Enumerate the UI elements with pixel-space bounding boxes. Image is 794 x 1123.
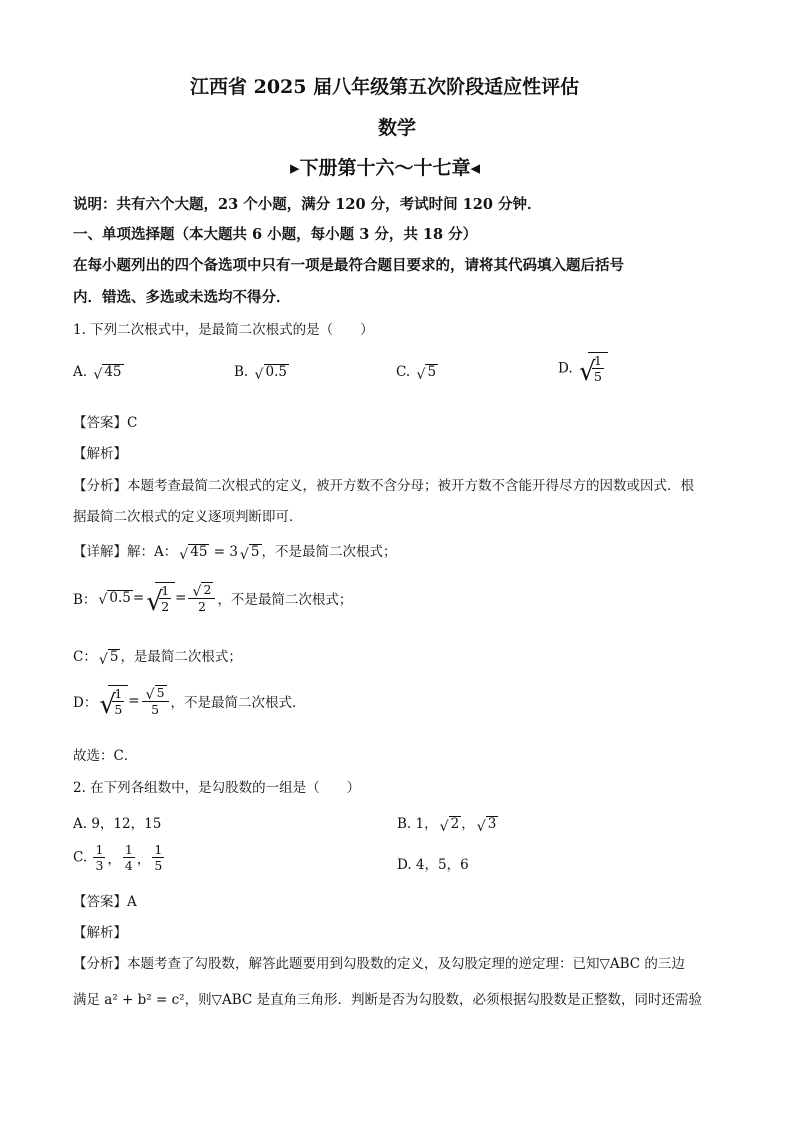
- detail-b-tail: ，不是最简二次根式；: [217, 592, 353, 608]
- detail-b-den: 2: [161, 599, 170, 614]
- subject-title: 数学: [378, 117, 417, 139]
- detail-a-tail: ，不是最简二次根式；: [261, 544, 397, 560]
- q2-fenxi-text-1: 本题考查了勾股数，解答此题要用到勾股数的定义，及勾股定理的逆定理：已知▽ABC 的三边: [127, 956, 685, 972]
- q2-stem: 2. 在下列各组数中，是勾股数的一组是（ ）: [73, 780, 361, 796]
- q1-answer-value: C: [127, 415, 138, 431]
- q1-option-d-label: D.: [558, 360, 573, 377]
- q1-option-c[interactable]: [396, 364, 438, 381]
- detail-a-radicand: 45: [190, 544, 208, 560]
- sqrt-symbol: √ 5: [98, 649, 119, 668]
- scope-subtitle: ▸下册第十六～十七章◂: [290, 157, 481, 179]
- q1-detail-c: [73, 645, 242, 666]
- fenxi-tag: 【分析】: [73, 956, 127, 972]
- q2-option-d[interactable]: D. 4，5，6: [397, 857, 469, 873]
- sqrt-symbol: √ 0.5: [254, 364, 287, 383]
- answer-tag: 【答案】: [73, 894, 127, 910]
- detail-d-tail: ，不是最简二次根式．: [170, 695, 306, 711]
- q1-analysis-tag: [73, 442, 127, 462]
- detail-a-radicand-2: 5: [250, 544, 260, 560]
- q2-c-den-3: 5: [154, 858, 163, 873]
- q1-option-d[interactable]: [558, 352, 608, 387]
- sqrt-symbol: √ 5: [416, 364, 437, 383]
- q1-fenxi-line-2: 据最简二次根式的定义逐项判断即可．: [73, 509, 303, 525]
- detail-b-radicand: 0.5: [109, 589, 131, 606]
- detail-d-num2: 5: [156, 685, 165, 701]
- document-title: 江西省 2025 届八年级第五次阶段适应性评估: [190, 76, 580, 98]
- detail-c-radicand: 5: [109, 649, 119, 665]
- detail-a-eq: = 3: [209, 544, 238, 560]
- q1-option-a[interactable]: [73, 364, 124, 381]
- detail-d-prefix: D：: [73, 695, 98, 711]
- detail-a-prefix: 解：A：: [127, 544, 178, 560]
- q1-option-b[interactable]: [234, 364, 289, 381]
- q2-option-b-rad-1: 2: [450, 816, 460, 832]
- sqrt-symbol: √ $\frac{1}{2}$: [146, 582, 175, 614]
- q1-detail-a: [73, 540, 397, 561]
- q1-detail-d: D： √ $\frac{1}{5}$ = √ 5 5 ，不是最简二次根式．: [73, 685, 306, 720]
- sqrt-symbol: √ 5: [239, 544, 260, 563]
- instruction-line-1: 在每小题列出的四个备选项中只有一项是最符合题目要求的，请将其代码填入题后括号: [73, 257, 624, 274]
- answer-tag: 【答案】: [73, 415, 127, 431]
- q2-option-b-sep: ，: [461, 816, 475, 832]
- sqrt-symbol: √ 3: [476, 816, 497, 835]
- sqrt-symbol: √ 0.5: [98, 589, 131, 609]
- q2-option-b-rad-2: 3: [487, 816, 497, 832]
- q2-c-num-3: 1: [154, 842, 163, 857]
- sqrt-symbol: √ 45: [93, 364, 122, 383]
- detail-b-prefix: B：: [73, 592, 97, 608]
- q2-c-den-1: 3: [95, 858, 104, 873]
- q2-option-c-label: C.: [73, 849, 88, 866]
- q1-fenxi-line-1: [73, 474, 694, 494]
- q2-option-b-label: B. 1，: [397, 816, 438, 832]
- fenxi-tag: 【分析】: [73, 478, 127, 494]
- q1-fenxi-text-1: 本题考查最简二次根式的定义，被开方数不含分母；被开方数不含能开得尽方的因数或因式．根: [127, 478, 694, 494]
- sqrt-symbol: √ $\frac{1}{5}$: [579, 352, 608, 384]
- q2-c-num-1: 1: [95, 842, 104, 857]
- analysis-tag: 【解析】: [73, 925, 127, 941]
- q2-option-b[interactable]: [397, 812, 498, 833]
- q2-option-a[interactable]: A. 9，12，15: [73, 816, 162, 832]
- q1-detail-b: B： √ 0.5 = √ $\frac{1}{2}$ = √ 2 2 ，不是最简二次根式；: [73, 582, 353, 617]
- q2-c-den-2: 4: [124, 858, 133, 873]
- q1-answer: [73, 411, 137, 431]
- sqrt-symbol: √ 45: [179, 544, 208, 563]
- detail-b-den2: 2: [197, 598, 206, 614]
- sqrt-symbol: √ 2: [439, 816, 460, 835]
- q1-conclusion: 故选：C．: [73, 748, 138, 764]
- analysis-tag: 【解析】: [73, 446, 127, 462]
- q1-option-b-radicand: 0.5: [265, 364, 287, 380]
- q1-option-c-radicand: 5: [427, 364, 437, 380]
- q1-option-a-label: A.: [73, 364, 88, 380]
- sqrt-symbol: √ 2: [192, 582, 212, 600]
- detail-b-num: 1: [161, 583, 170, 598]
- instruction-line-2: 内．错选、多选或未选均不得分．: [73, 289, 291, 306]
- detail-d-num: 1: [114, 686, 123, 701]
- detail-c-tail: ，是最简二次根式；: [120, 649, 242, 665]
- q1-option-b-label: B.: [234, 364, 249, 380]
- q2-answer: [73, 890, 137, 910]
- q2-c-num-2: 1: [124, 842, 133, 857]
- q1-option-c-label: C.: [396, 364, 411, 380]
- detail-tag: 【详解】: [73, 544, 127, 560]
- exam-note: 说明：共有六个大题，23 个小题，满分 120 分，考试时间 120 分钟．: [73, 196, 542, 213]
- sqrt-symbol: √ $\frac{1}{5}$: [99, 685, 128, 717]
- q1-stem: 1. 下列二次根式中，是最简二次根式的是（ ）: [73, 322, 374, 338]
- detail-c-prefix: C：: [73, 649, 97, 665]
- q2-fenxi-line-1: [73, 952, 685, 972]
- detail-d-den2: 5: [151, 701, 160, 717]
- section-heading: 一、单项选择题（本大题共 6 小题，每小题 3 分，共 18 分）: [73, 226, 478, 243]
- q2-answer-value: A: [127, 894, 137, 910]
- q2-option-c[interactable]: C. $\frac{1}{3}$ ， $\frac{1}{4}$ ， $\frac{1}{5}$: [73, 842, 163, 873]
- detail-d-den: 5: [114, 702, 123, 717]
- q2-analysis-tag: [73, 921, 127, 941]
- q1-option-a-radicand: 45: [104, 364, 122, 380]
- q1-option-d-denominator: 5: [593, 369, 602, 384]
- q1-option-d-numerator: 1: [593, 353, 602, 368]
- q2-fenxi-line-2: 满足 a² + b² = c²，则▽ABC 是直角三角形．判断是否为勾股数，必须根据勾股数是正整数，同时还需验: [73, 992, 702, 1008]
- detail-b-num2: 2: [203, 582, 212, 598]
- sqrt-symbol: √ 5: [145, 685, 165, 703]
